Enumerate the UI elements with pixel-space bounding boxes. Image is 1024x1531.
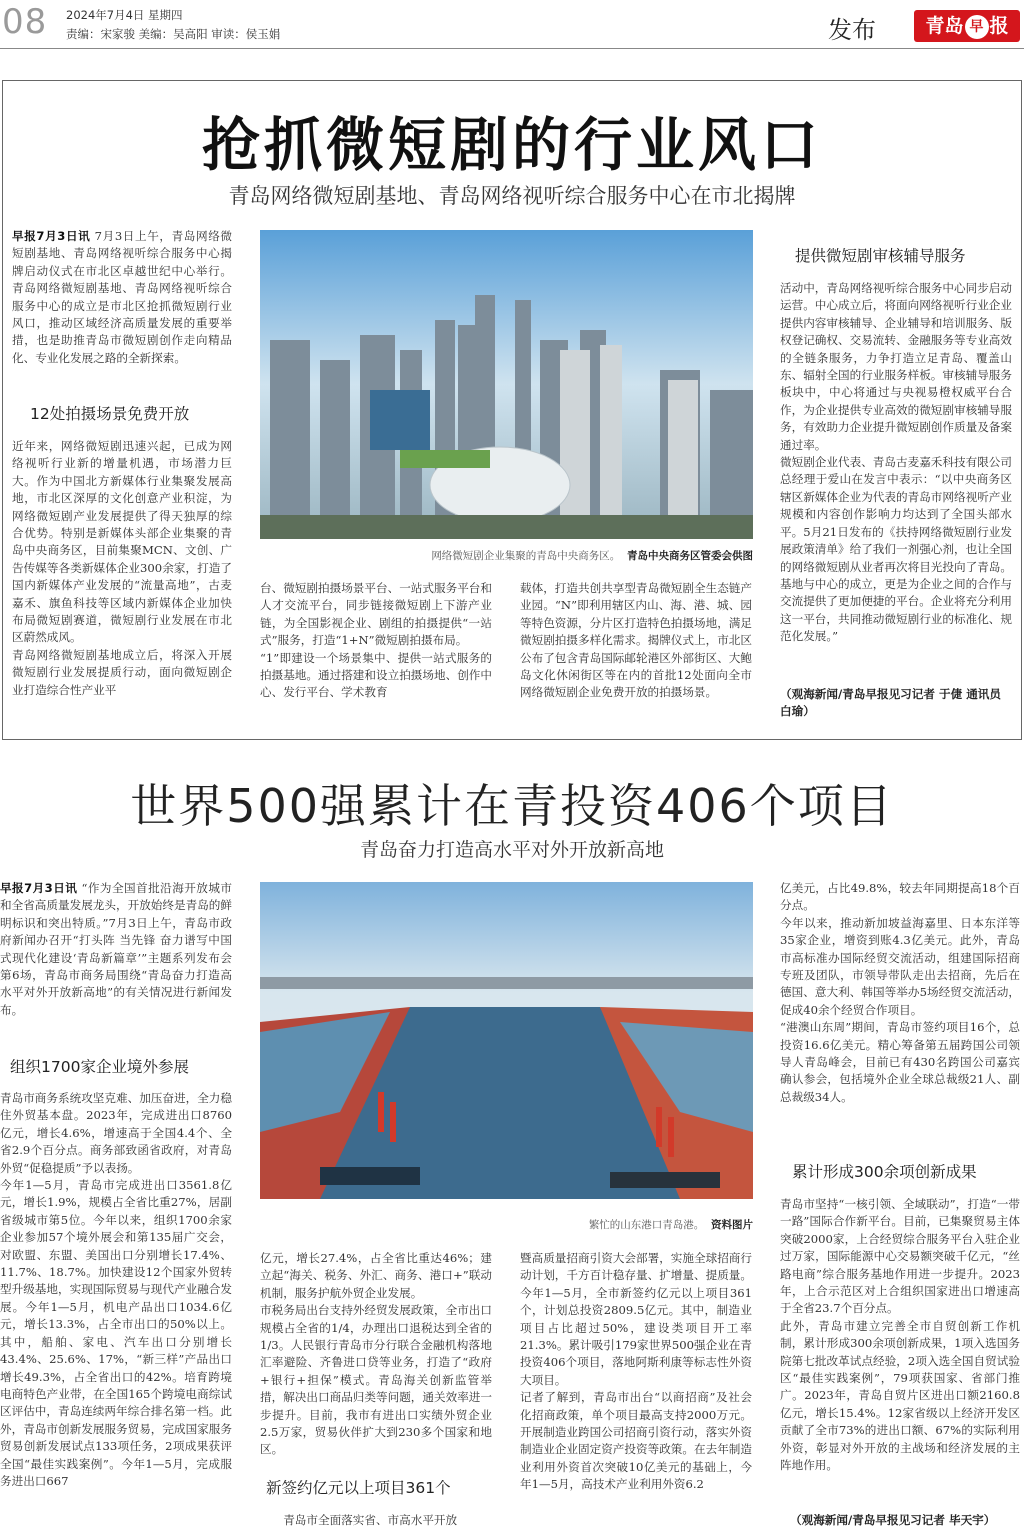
- editors-line: 责编：宋家骏 美编：吴高阳 审读：侯玉娟: [66, 27, 281, 41]
- section-title: 发布: [828, 16, 876, 44]
- article1-photo: [260, 230, 753, 539]
- newspaper-logo: 青岛 早 报: [914, 10, 1020, 42]
- article2-section-heading-1: 组织1700家企业境外参展: [10, 1058, 189, 1076]
- article1-byline: （观海新闻/青岛早报见习记者 于倢 通讯员 白瑜）: [780, 687, 1001, 718]
- article2-right-body: 青岛市坚持“一核引领、全域联动”，打造“一带一路”国际合作新平台。目前，已集聚贸易主体突破2000家，上合经贸综合服务平台入驻企业过万家，国际能源中心交易额突破千亿元，“丝路电商”综合服务基地作用进一步提升。2023年，上合示范区对上合组织国家进出口增速高于全省23.7个百分点。 此外，青岛市建立完善全市自贸创新工作机制，累计形成300余项创新成果，1项入选国务院第七批改革试点经验，2项入选全国自贸试验区“最佳实践案例”，79项获国家、省部门推广。2023年，青岛自贸片区进出口额2160.8亿元，增长15.4%。12家省级以上经济开发区贡献了全市73%的进出口额、67%的实际利用外资，彰显对外开放的主战场和经济发展的主阵地作用。: [780, 1197, 1020, 1473]
- page-number: 08: [2, 2, 48, 42]
- header-rule: [0, 48, 1024, 49]
- article1-col3-body: 载体，打造共创共享型青岛微短剧全生态链产业园。“N”即利用辖区内山、海、港、城、园等特色资源，分片区打造特色拍摄场地，满足微短剧拍摄多样化需求。揭牌仪式上，市北区公布了包含青岛国际邮轮港区外部街区、大鲍岛文化休闲街区等在内的首批12处面向全市网络微短剧企业免费开放的拍摄场景。: [520, 581, 752, 700]
- article2-photo-caption: 繁忙的山东港口青岛港。 资料图片: [588, 1219, 753, 1231]
- article2-headline: 世界500强累计在青投资406个项目: [130, 779, 894, 833]
- article2-right-top: 亿美元，占比49.8%，较去年同期提高18个百分点。 今年以来，推动新加坡益海嘉里、日本东洋等35家企业，增资到账4.3亿美元。此外，青岛市高标准办国际经贸交流活动，组建国际招商专班及团队，市领导带队走出去招商，先后在德国、意大利、韩国等举办5场经贸交流活动，促成40余个经贸合作项目。 “港澳山东周”期间，青岛市签约项目16个，总投资16.6亿美元。精心筹备第五届跨国公司领导人青岛峰会，目前已有430名跨国公司嘉宾确认参会，包括境外企业全球总裁级21人、副总裁级34人。: [780, 881, 1020, 1104]
- article2-byline: （观海新闻/青岛早报见习记者 毕天宇）: [790, 1513, 996, 1527]
- article1-col2-body: 台、微短剧拍摄场景平台、一站式服务平台和人才交流平台，同步链接微短剧上下游产业链，为全国影视企业、剧组的拍摄提供“一站式”服务，打造“1+N”微短剧拍摄布局。 “1”即建设一个场景集中、提供一站式服务的拍摄基地。通过搭建和设立拍摄场地、创作中心、发行平台、学术教育: [260, 581, 492, 700]
- logo-mark-icon: 早: [965, 15, 989, 39]
- article1-col1-body: 近年来，网络微短剧迅速兴起，已成为网络视听行业新的增量机遇，市场潜力巨大。作为中国北方新媒体行业集聚发展高地，市北区深厚的文化创意产业积淀，为网络微短剧产业发展提供了得天独厚的综合优势。特别是新媒体头部企业集聚的青岛中央商务区，目前集聚MCN、文创、广告传媒等各类新媒体企业300余家，打造了国内新媒体产业发展的“流量高地”，古麦嘉禾、旗鱼科技等区域内新媒体企业加快布局微短剧赛道，微短剧行业发展在市北区蔚然成风。 青岛网络微短剧基地成立后，将深入开展微短剧行业发展提质行动，面向微短剧企业打造综合性产业平: [12, 439, 232, 697]
- article1-headline: 抢抓微短剧的行业风口: [201, 111, 822, 179]
- dateline-label: 早报7月3日讯: [12, 229, 91, 243]
- article1-section-heading-1: 12处拍摄场景免费开放: [30, 405, 190, 423]
- article2-col2-body: 亿元，增长27.4%，占全省比重达46%；建立起“海关、税务、外汇、商务、港口+”联动机制，服务护航外贸企业发展。 市税务局出台支持外经贸发展政策，全市出口规模占全省的1/4，办理出口退税达到全省的1/3。人民银行青岛市分行联合金融机构落地汇率避险、齐鲁进口贷等业务，打造了“政府+银行+担保”模式。青岛海关创新监管举措，解决出口商品归类等问题，通关效率进一步提升。目前，我市有进出口实绩外贸企业2.5万家，贸易伙伴扩大到230多个国家和地区。: [260, 1251, 492, 1457]
- article2-col2-tail: 青岛市全面落实省、市高水平开放: [283, 1513, 458, 1527]
- article1-subheadline: 青岛网络微短剧基地、青岛网络视听综合服务中心在市北揭牌: [228, 184, 796, 208]
- article2-col3-body: 暨高质量招商引资大会部署，实施全球招商行动计划，千方百计稳存量、扩增量、提质量。今年1—5月，全市新签约亿元以上项目361个，计划总投资2809.5亿元。其中，制造业项目占比超过50%，建设类项目开工率21.3%。累计吸引179家世界500强企业在青投资406个项目，落地阿斯利康等标志性外资大项目。 记者了解到，青岛市出台“以商招商”及社会化招商政策，单个项目最高支持2000万元。开展制造业跨国公司招商引资行动，落实外资制造业企业固定资产投资等政策。在去年制造业利用外资首次突破10亿美元的基础上，今年1—5月，高技术产业利用外资6.2: [520, 1251, 752, 1492]
- article2-lead: 早报7月3日讯 “作为全国首批沿海开放城市和全省高质量发展龙头，开放始终是青岛的鲜明标识和突出特质。”7月3日上午，青岛市政府新闻办召开“打头阵 当先锋 奋力谱写中国式现代化建设‘青岛新篇章’”主题系列发布会第6场，青岛市商务局围绕“青岛奋力打造高水平对外开放新高地”的有关情况进行新闻发布。: [0, 881, 232, 1017]
- article1-section-heading-2: 提供微短剧审核辅导服务: [795, 247, 966, 265]
- article2-photo: [260, 882, 753, 1199]
- article2-subheadline: 青岛奋力打造高水平对外开放新高地: [359, 839, 664, 861]
- issue-date: 2024年7月4日 星期四: [66, 8, 183, 22]
- article2-section-heading-2: 新签约亿元以上项目361个: [266, 1479, 451, 1497]
- article1-photo-caption: 网络微短剧企业集聚的青岛中央商务区。 青岛中央商务区管委会供图: [431, 550, 753, 562]
- dateline-label: 早报7月3日讯: [0, 881, 78, 895]
- article2-section-heading-3: 累计形成300余项创新成果: [792, 1163, 977, 1181]
- article2-col1-body: 青岛市商务系统攻坚克难、加压奋进，全力稳住外贸基本盘。2023年，完成进出口8760亿元，增长4.6%，增速高于全国4.4个、全省2.9个百分点。商务部致函省政府，对青岛外贸“促稳提质”予以表扬。 今年1—5月，青岛市完成进出口3561.8亿元，增长1.9%，规模占全省比重27%，居副省级城市第5位。今年以来，组织1700余家企业参加57个境外展会和第135届广交会，对欧盟、东盟、美国出口分别增长17.4%、11.7%、18.7%。加快建设12个国家外贸转型升级基地，实现国际贸易与现代产业融合发展。今年1—5月，机电产品出口1034.6亿元，增长13.3%，占全市出口的50%以上。其中，船舶、家电、汽车出口分别增长43.4%、25.6%、17%，“新三样”产品出口增长49.3%，占全省出口的42%。培育跨境电商特色产业带，在全国165个跨境电商综试区评估中，青岛连续两年综合排名第一档。此外，青岛市创新发展服务贸易，完成国家服务贸易创新发展试点133项任务，2项成果获评全国“最佳实践案例”。今年1—5月，完成服务进出口667: [0, 1091, 232, 1488]
- article1-right-body: 活动中，青岛网络视听综合服务中心同步启动运营。中心成立后，将面向网络视听行业企业提供内容审核辅导、企业辅导和培训服务、版权登记确权、交易流转、金融服务等专业高效的全链条服务，力争打造立足青岛、覆盖山东、辐射全国的行业服务样板。审核辅导服务板块中，中心将通过与央视易橙权威平台合作，为企业提供专业高效的微短剧审核辅导服务，有效助力企业提升微短剧创作质量及备案通过率。 微短剧企业代表、青岛古麦嘉禾科技有限公司总经理于爱山在发言中表示：“以中央商务区辖区新媒体企业为代表的青岛市网络视听产业规模和内容创作影响力均达到了全国头部水平。5月21日发布的《扶持网络微短剧行业发展政策清单》给了我们一剂强心剂，也让全国的网络微短剧从业者再次将目光投向了青岛。基地与中心的成立，更是为企业之间的合作与交流提供了更加便捷的平台。企业将充分利用这一平台，共同推动微短剧行业的标准化、规范化发展。”: [780, 281, 1012, 644]
- article1-lead: 早报7月3日讯 7月3日上午，青岛网络微短剧基地、青岛网络视听综合服务中心揭牌启动仪式在市北区卓越世纪中心举行。青岛网络微短剧基地、青岛网络视听综合服务中心的成立是市北区抢抓微短剧行业风口，推动区域经济高质量发展的重要举措，也是助推青岛市微短剧创作走向精品化、专业化发展之路的全新探索。: [12, 229, 232, 365]
